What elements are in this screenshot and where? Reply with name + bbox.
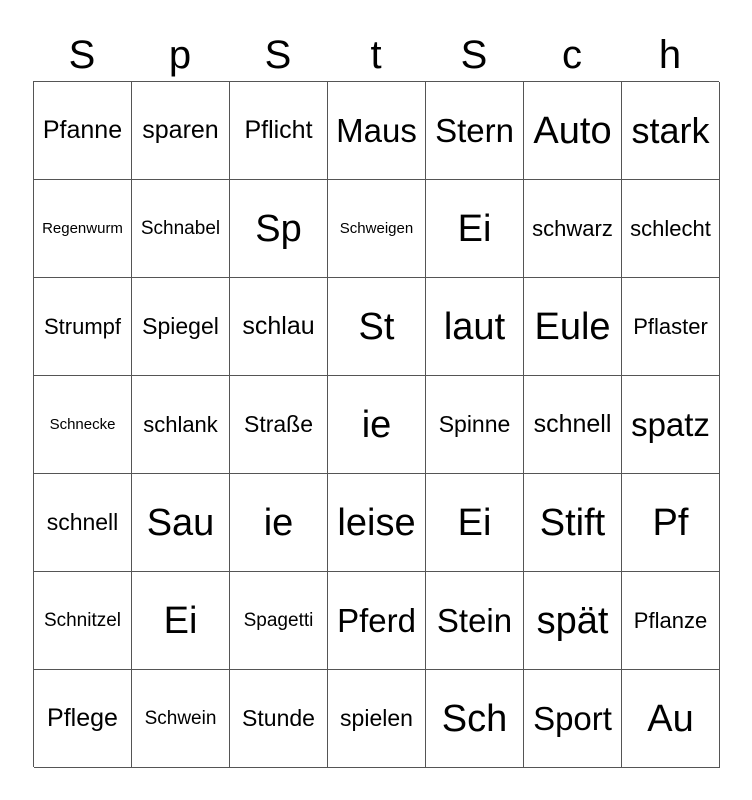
bingo-cell[interactable]: Stern	[426, 82, 524, 180]
bingo-cell[interactable]: Maus	[328, 82, 426, 180]
bingo-cell[interactable]: laut	[426, 278, 524, 376]
bingo-cell[interactable]: Schnitzel	[34, 572, 132, 670]
bingo-cell[interactable]: schnell	[34, 474, 132, 572]
bingo-cell[interactable]: schwarz	[524, 180, 622, 278]
bingo-cell[interactable]: Stunde	[230, 670, 328, 768]
bingo-cell[interactable]: Sch	[426, 670, 524, 768]
bingo-cell[interactable]: Ei	[132, 572, 230, 670]
bingo-header	[33, 30, 719, 80]
bingo-cell[interactable]: Regenwurm	[34, 180, 132, 278]
bingo-cell[interactable]: schnell	[524, 376, 622, 474]
bingo-cell[interactable]: Pflanze	[622, 572, 720, 670]
header-letter: t	[370, 33, 382, 77]
header-letter: S	[264, 33, 292, 77]
header-letter: S	[460, 33, 488, 77]
header-letter: S	[68, 33, 96, 77]
bingo-cell[interactable]: Spiegel	[132, 278, 230, 376]
bingo-cell[interactable]: Sau	[132, 474, 230, 572]
bingo-cell[interactable]: Pf	[622, 474, 720, 572]
bingo-cell[interactable]: St	[328, 278, 426, 376]
bingo-cell[interactable]: ie	[328, 376, 426, 474]
bingo-cell[interactable]: Eule	[524, 278, 622, 376]
bingo-cell[interactable]: Stein	[426, 572, 524, 670]
bingo-cell[interactable]: Schnabel	[132, 180, 230, 278]
bingo-cell[interactable]: schlecht	[622, 180, 720, 278]
bingo-cell[interactable]: Sp	[230, 180, 328, 278]
bingo-cell[interactable]: Au	[622, 670, 720, 768]
bingo-board	[33, 81, 719, 767]
bingo-cell[interactable]: Ei	[426, 474, 524, 572]
bingo-cell[interactable]: Auto	[524, 82, 622, 180]
header-letter: p	[168, 33, 192, 77]
bingo-cell[interactable]: Ei	[426, 180, 524, 278]
bingo-cell[interactable]: Spagetti	[230, 572, 328, 670]
bingo-cell[interactable]: schlau	[230, 278, 328, 376]
bingo-cell[interactable]: Pferd	[328, 572, 426, 670]
bingo-cell[interactable]: spät	[524, 572, 622, 670]
bingo-cell[interactable]: Sport	[524, 670, 622, 768]
bingo-cell[interactable]: Schnecke	[34, 376, 132, 474]
bingo-cell[interactable]: spatz	[622, 376, 720, 474]
bingo-cell[interactable]: Stift	[524, 474, 622, 572]
bingo-cell[interactable]: Pflege	[34, 670, 132, 768]
bingo-cell[interactable]: Straße	[230, 376, 328, 474]
bingo-cell[interactable]: Schweigen	[328, 180, 426, 278]
bingo-cell[interactable]: Pfanne	[34, 82, 132, 180]
bingo-cell[interactable]: spielen	[328, 670, 426, 768]
bingo-cell[interactable]: ie	[230, 474, 328, 572]
bingo-cell[interactable]: Strumpf	[34, 278, 132, 376]
bingo-cell[interactable]: leise	[328, 474, 426, 572]
header-letter: c	[562, 33, 582, 77]
bingo-cell[interactable]: sparen	[132, 82, 230, 180]
bingo-cell[interactable]: Spinne	[426, 376, 524, 474]
bingo-cell[interactable]: Pflicht	[230, 82, 328, 180]
header-letter: h	[658, 33, 682, 77]
bingo-cell[interactable]: Schwein	[132, 670, 230, 768]
bingo-cell[interactable]: Pflaster	[622, 278, 720, 376]
bingo-cell[interactable]: schlank	[132, 376, 230, 474]
bingo-cell[interactable]: stark	[622, 82, 720, 180]
